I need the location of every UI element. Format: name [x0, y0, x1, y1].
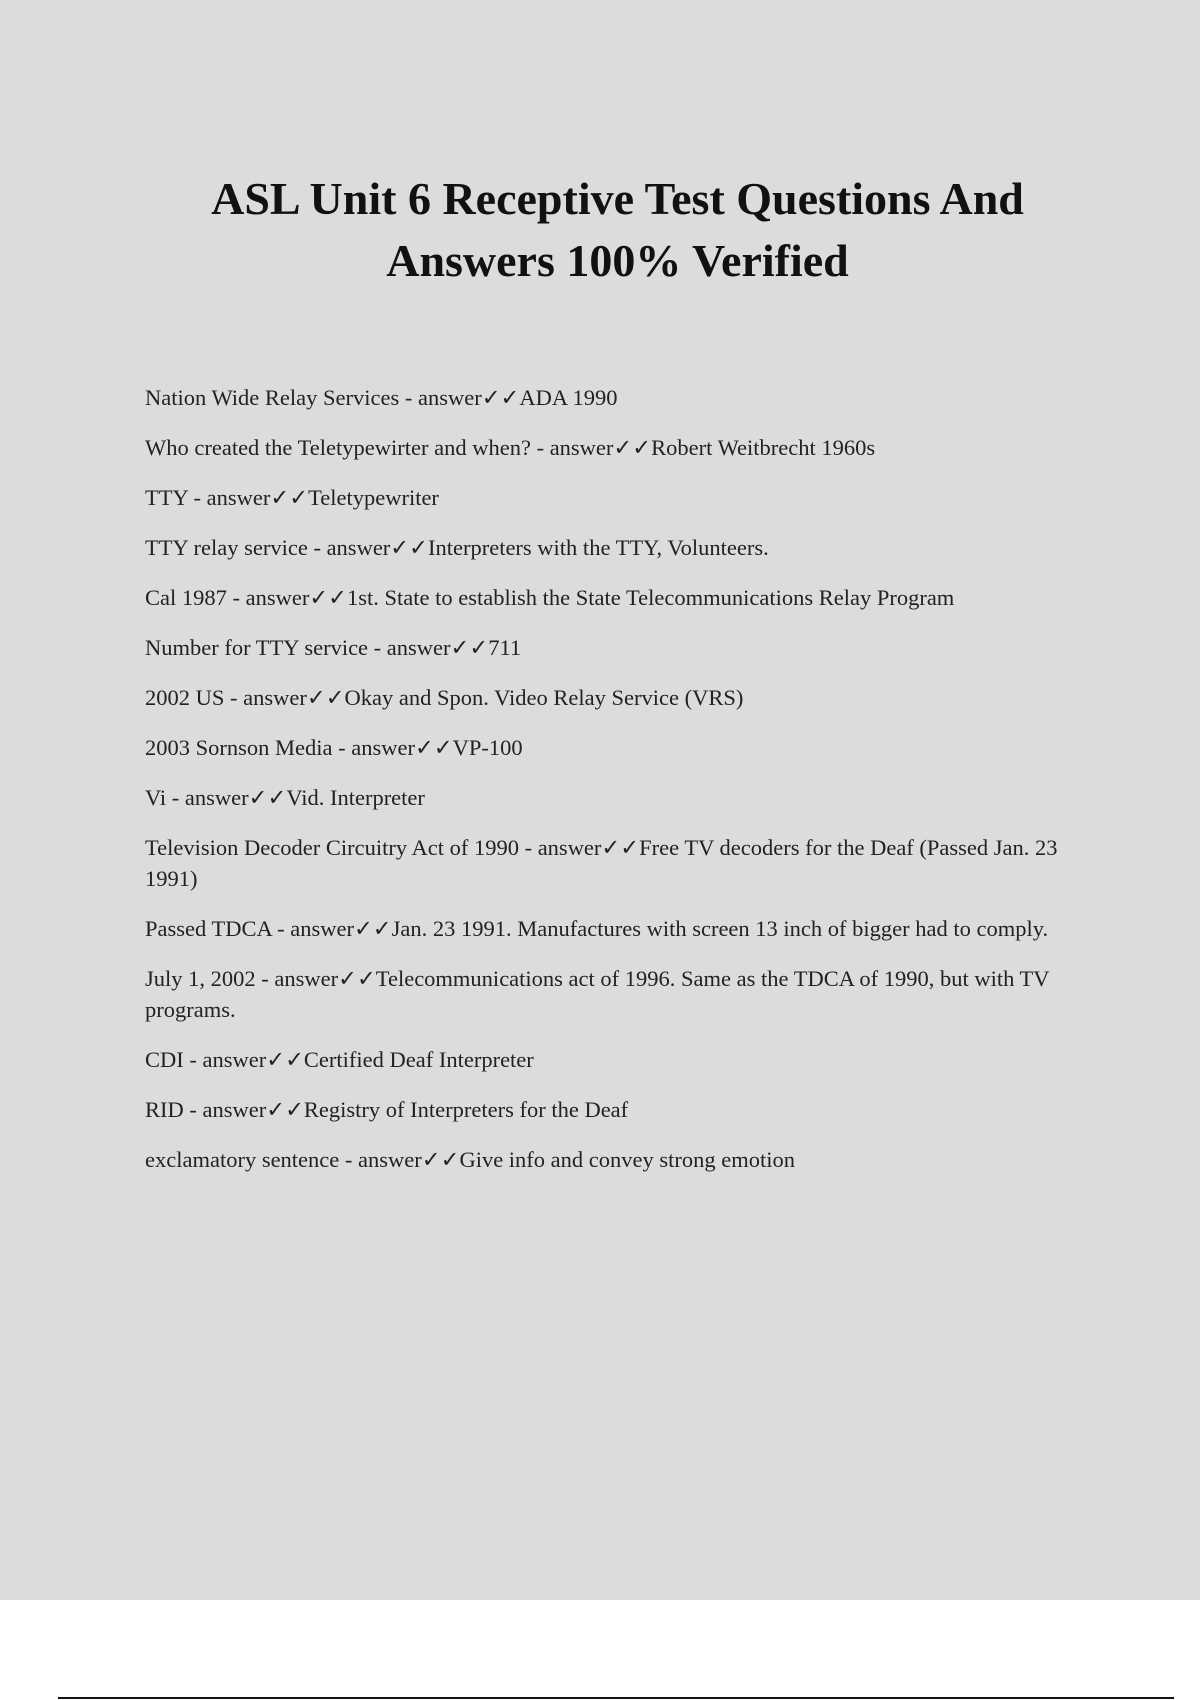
- qa-item: July 1, 2002 - answer✓✓Telecommunications act of 1996. Same as the TDCA of 1990, but with TV programs.: [145, 966, 1050, 1022]
- document-title: ASL Unit 6 Receptive Test Questions And Answers 100% Verified: [211, 173, 1024, 286]
- qa-item: RID - answer✓✓Registry of Interpreters for the Deaf: [145, 1097, 629, 1122]
- qa-item: CDI - answer✓✓Certified Deaf Interpreter: [145, 1047, 534, 1072]
- qa-item: exclamatory sentence - answer✓✓Give info and convey strong emotion: [145, 1147, 795, 1172]
- qa-item: 2002 US - answer✓✓Okay and Spon. Video Relay Service (VRS): [145, 685, 744, 710]
- qa-item: 2003 Sornson Media - answer✓✓VP-100: [145, 735, 523, 760]
- qa-item: Who created the Teletypewirter and when? - answer✓✓Robert Weitbrecht 1960s: [145, 435, 876, 460]
- qa-item: Nation Wide Relay Services - answer✓✓ADA 1990: [145, 385, 618, 410]
- qa-item: TTY relay service - answer✓✓Interpreters with the TTY, Volunteers.: [145, 535, 769, 560]
- qa-list: [145, 382, 1095, 1194]
- footer-divider: [58, 1697, 1174, 1699]
- qa-item: Cal 1987 - answer✓✓1st. State to establish the State Telecommunications Relay Program: [145, 585, 955, 610]
- qa-item: Passed TDCA - answer✓✓Jan. 23 1991. Manufactures with screen 13 inch of bigger had to comply.: [145, 916, 1049, 941]
- qa-item: TTY - answer✓✓Teletypewriter: [145, 485, 439, 510]
- qa-item: Vi - answer✓✓Vid. Interpreter: [145, 785, 425, 810]
- qa-item: Television Decoder Circuitry Act of 1990 - answer✓✓Free TV decoders for the Deaf (Passed Jan. 23 1991): [145, 835, 1058, 891]
- qa-item: Number for TTY service - answer✓✓711: [145, 635, 522, 660]
